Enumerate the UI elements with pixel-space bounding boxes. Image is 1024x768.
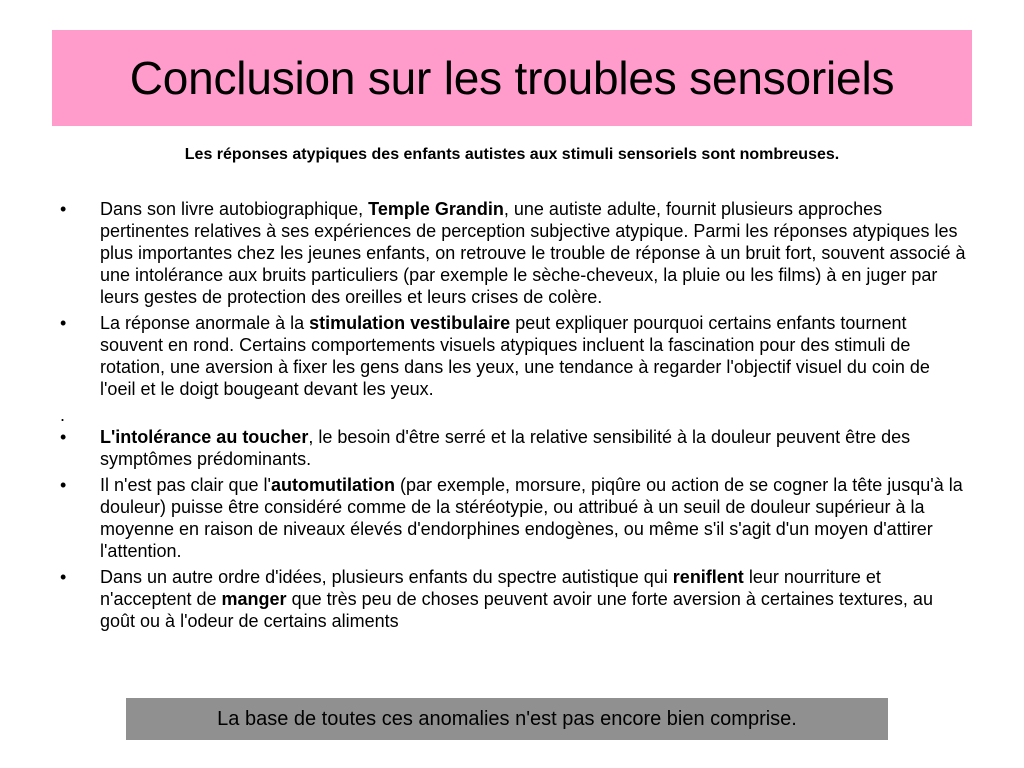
footer-note: La base de toutes ces anomalies n'est pas encore bien comprise. — [126, 698, 888, 740]
title-banner — [52, 30, 972, 126]
bullet-text: Il n'est pas clair que l' — [100, 475, 271, 495]
list-item — [60, 312, 970, 400]
bullet-text: , une autiste adulte, fournit plusieurs approches pertinentes relatives à ses expériences de perception subjective atypique. Parmi les réponses atypiques les plus importantes chez les jeunes enfants, on retrouve le trouble de réponse à un bruit fort, souvent associé à une intolérance aux bruits particuliers (par exemple le sèche-cheveux, la pluie ou les films) à en juger par leurs gestes de protection des oreilles et leurs crises de colère. — [100, 199, 966, 307]
bullet-bold: automutilation — [270, 475, 395, 495]
bullet-text: La réponse anormale à la — [100, 313, 310, 333]
bullet-bold: manger — [221, 589, 287, 609]
bullet-bold: reniflent — [672, 567, 744, 587]
list-item — [60, 474, 970, 562]
bullet-bold: stimulation vestibulaire — [309, 313, 511, 333]
bullet-text: Dans un autre ordre d'idées, plusieurs enfants du spectre autistique qui — [100, 567, 673, 587]
bullet-marker: • — [60, 567, 67, 587]
bullet-marker: • — [60, 475, 67, 495]
bullet-text: , le besoin d'être serré et la relative sensibilité à la douleur peuvent être des symptômes prédominants. — [100, 427, 911, 469]
list-item — [60, 426, 970, 470]
bullet-bold: L'intolérance au toucher — [100, 427, 309, 447]
bullet-marker: • — [60, 313, 67, 333]
slide-subtitle: Les réponses atypiques des enfants autistes aux stimuli sensoriels sont nombreuses. — [184, 146, 840, 163]
bullet-marker: • — [60, 427, 67, 447]
bullet-text: leur nourriture et n'acceptent de — [100, 567, 881, 609]
stray-dot-line — [60, 404, 970, 426]
bullet-text: Dans son livre autobiographique, — [100, 199, 369, 219]
bullet-text: peut expliquer pourquoi certains enfants tournent souvent en rond. Certains comportements visuels atypiques incluent la fascination pour des stimuli de rotation, une aversion à fixer les gens dans les yeux, une tendance à regarder l'objectif visuel du coin de l'oeil et le doigt bougeant devant les yeux. — [100, 313, 930, 399]
bullet-bold: Temple Grandin — [368, 199, 504, 219]
bullet-text: (par exemple, morsure, piqûre ou action de se cogner la tête jusqu'à la douleur) puisse être considéré comme de la stéréotypie, ou attribué à un seuil de douleur supérieur à la moyenne en raison de niveaux élevés d'endorphines endogènes, ou même s'il s'agit d'un moyen d'attirer l'attention. — [100, 475, 963, 561]
list-item — [60, 566, 970, 632]
stray-dot: . — [60, 405, 66, 425]
bullet-text: que très peu de choses peuvent avoir une forte aversion à certaines textures, au goût ou à l'odeur de certains aliments — [100, 589, 933, 631]
slide-title: Conclusion sur les troubles sensoriels — [129, 52, 895, 104]
bullet-marker: • — [60, 199, 67, 219]
list-item — [60, 198, 970, 308]
bullet-list — [60, 198, 970, 636]
